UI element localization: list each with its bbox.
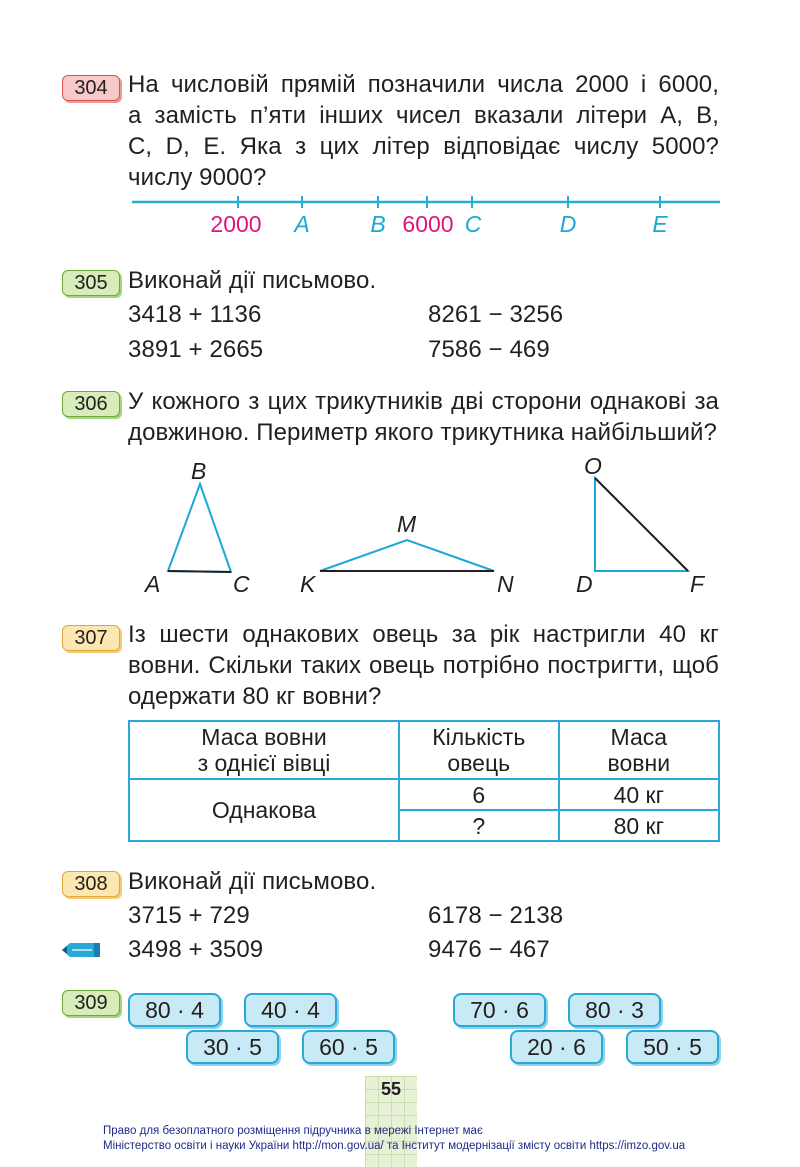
task-305-expr-4: 7586 − 469: [428, 336, 550, 363]
letter-label-b: B: [370, 211, 386, 237]
vertex-label-m: M: [397, 511, 417, 537]
vertex-label-n: N: [497, 571, 514, 597]
expression-card: 80 · 3: [568, 993, 661, 1027]
task-308-title: Виконай дії письмово.: [128, 868, 377, 895]
task-308-expr-2: 6178 − 2138: [428, 902, 564, 929]
task-308-expr-4: 9476 − 467: [428, 936, 550, 963]
letter-label-e: E: [652, 211, 668, 237]
table-cell: Однакова: [129, 779, 399, 841]
task-number-308: 308: [62, 871, 120, 897]
expression-card: 70 · 6: [453, 993, 546, 1027]
task-number-304: 304: [62, 75, 120, 101]
vertex-label-o: O: [584, 453, 602, 479]
task-306-line-2: довжиною. Периметр якого трикутника найбільший?: [128, 419, 717, 446]
wool-table: [128, 720, 720, 842]
letter-label-a: A: [294, 211, 310, 237]
number-label-6000: 6000: [402, 211, 454, 237]
task-306-line-1: У кожного з цих трикутників дві сторони однакові за: [128, 388, 719, 415]
table-header-cell: Маса вовни з однієї вівці: [129, 721, 399, 779]
table-cell: 6: [399, 779, 559, 810]
expression-card: 50 · 5: [626, 1030, 719, 1064]
vertex-label-d: D: [576, 571, 593, 597]
table-row: [129, 779, 719, 810]
vertex-label-b: B: [191, 458, 207, 484]
letter-label-d: D: [559, 211, 577, 237]
task-308-expr-3: 3498 + 3509: [128, 936, 264, 963]
task-305-expr-3: 3891 + 2665: [128, 336, 264, 363]
page-number: 55: [380, 1079, 402, 1099]
table-cell: 80 кг: [559, 810, 719, 841]
number-label-2000: 2000: [210, 211, 262, 237]
task-305-expr-1: 3418 + 1136: [128, 301, 262, 328]
task-304-line-3: C, D, E. Яка з цих літер відповідає числу 5000?: [128, 133, 719, 160]
expression-card: 40 · 4: [244, 993, 337, 1027]
task-307-line-3: одержати 80 кг вовни?: [128, 683, 382, 710]
pencil-icon: [58, 940, 104, 960]
table-cell: 40 кг: [559, 779, 719, 810]
vertex-label-a: A: [145, 571, 161, 597]
task-number-309: 309: [62, 990, 120, 1016]
footer-line-2: Міністерство освіти і науки України http://mon.gov.ua/ та Інститут модернізації змісту освіти https://imzo.gov.ua: [103, 1140, 686, 1152]
task-number-307: 307: [62, 625, 120, 651]
footer-line-1: Право для безоплатного розміщення підручника в мережі Інтернет має: [103, 1125, 483, 1137]
vertex-label-c: C: [233, 571, 250, 597]
expression-card: 60 · 5: [302, 1030, 395, 1064]
table-header-cell: Кількість овець: [399, 721, 559, 779]
task-304-line-1: На числовій прямій позначили числа 2000 і 6000,: [128, 71, 719, 98]
letter-label-c: C: [464, 211, 482, 237]
task-304-line-2: а замість п’яти інших чисел вказали літери A, B,: [128, 102, 719, 129]
table-header-row: [129, 721, 719, 779]
vertex-label-k: K: [300, 571, 316, 597]
task-307-line-2: вовни. Скільки таких овець потрібно постригти, щоб: [128, 652, 719, 679]
task-308-expr-1: 3715 + 729: [128, 902, 250, 929]
task-307-line-1: Із шести однакових овець за рік настригли 40 кг: [128, 621, 719, 648]
task-number-306: 306: [62, 391, 120, 417]
table-cell: ?: [399, 810, 559, 841]
task-304-line-4: числу 9000?: [128, 164, 267, 191]
task-number-305: 305: [62, 270, 120, 296]
task-305-title: Виконай дії письмово.: [128, 267, 377, 294]
expression-card: 30 · 5: [186, 1030, 279, 1064]
vertex-label-f: F: [690, 571, 705, 597]
expression-card: 80 · 4: [128, 993, 221, 1027]
task-305-expr-2: 8261 − 3256: [428, 301, 564, 328]
expression-card: 20 · 6: [510, 1030, 603, 1064]
table-header-cell: Маса вовни: [559, 721, 719, 779]
